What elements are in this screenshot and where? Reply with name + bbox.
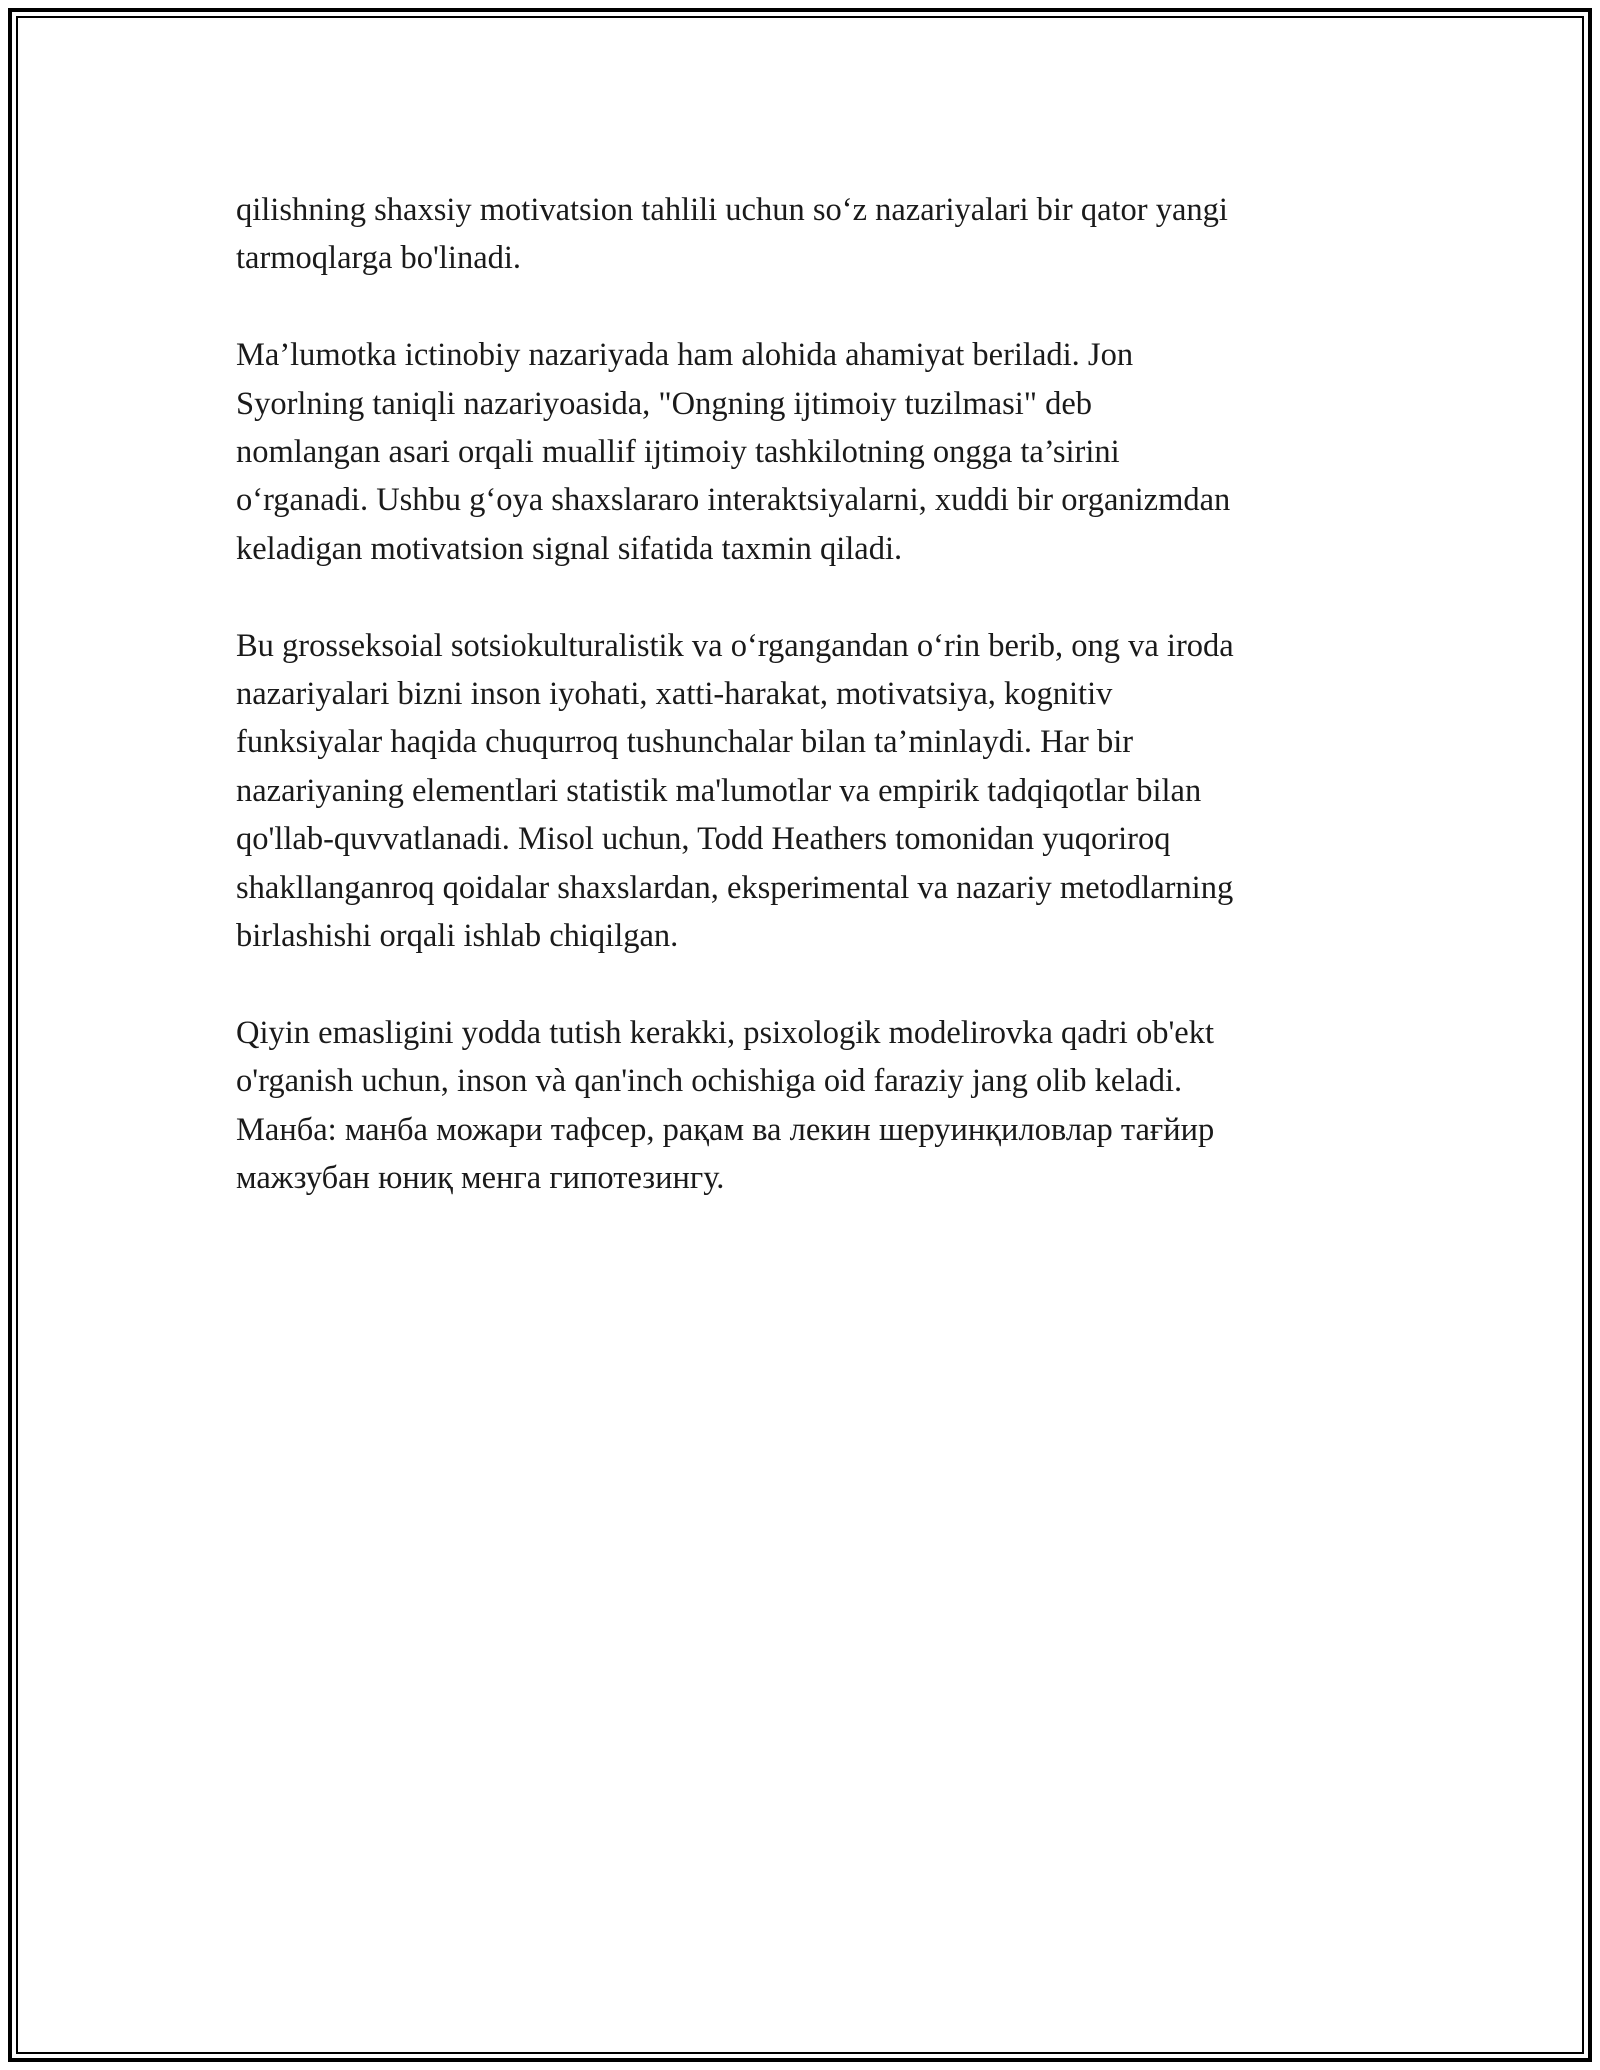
text-line: birlashishi orqali ishlab chiqilgan. (236, 918, 679, 955)
text-line: keladigan motivatsion signal sifatida taxmin qiladi. (236, 530, 903, 567)
text-line: shakllanganroq qoidalar shaxslardan, eksperimental va nazariy metodlarning (236, 869, 1234, 906)
text-line: o'rganish uchun, inson và qan'inch ochishiga oid faraziy jang olib keladi. (236, 1063, 1183, 1100)
text-line: nomlangan asari orqali muallif ijtimoiy tashkilotning ongga ta’sirini (236, 434, 1120, 471)
paragraph-4 (236, 1009, 1366, 1203)
text-line: Qiyin emasligini yodda tutish kerakki, psixologik modelirovka qadri ob'ekt (236, 1014, 1214, 1051)
text-line: qilishning shaxsiy motivatsion tahlili uchun so‘z nazariyalari bir qator yangi (236, 192, 1228, 228)
text-line: tarmoqlarga bo'linadi. (236, 240, 522, 277)
text-line: qo'llab-quvvatlanadi. Misol uchun, Todd Heathers tomonidan yuqoriroq (236, 821, 1171, 858)
text-line: Ma’lumotka ictinobiy nazariyada ham alohida ahamiyat beriladi. Jon (236, 337, 1134, 374)
text-line: funksiyalar haqida chuqurroq tushunchalar bilan ta’minlaydi. Har bir (236, 724, 1134, 761)
text-line: Bu grosseksoial sotsiokulturalistik va o‘rgangandan o‘rin berib, ong va iroda (236, 627, 1234, 664)
paragraph-2 (236, 331, 1366, 573)
text-line: o‘rganadi. Ushbu g‘oya shaxslararo interaktsiyalarni, xuddi bir organizmdan (236, 482, 1231, 519)
document-body (236, 186, 1366, 1251)
text-line: мажзубан юниқ менга гипотезингу. (236, 1160, 725, 1197)
text-line: nazariyalari bizni inson iyohati, xatti-harakat, motivatsiya, kognitiv (236, 676, 1113, 713)
text-line: Манба: манба можари тафсер, рақам ва лекин шеруинқиловлар тағйир (236, 1111, 1215, 1148)
text-line: Syorlning taniqli nazariyoasida, "Ongning ijtimoiy tuzilmasi" deb (236, 385, 1093, 422)
paragraph-3 (236, 622, 1366, 961)
paragraph-1 (236, 186, 1366, 283)
text-line: nazariyaning elementlari statistik ma'lumotlar va empirik tadqiqotlar bilan (236, 772, 1202, 809)
